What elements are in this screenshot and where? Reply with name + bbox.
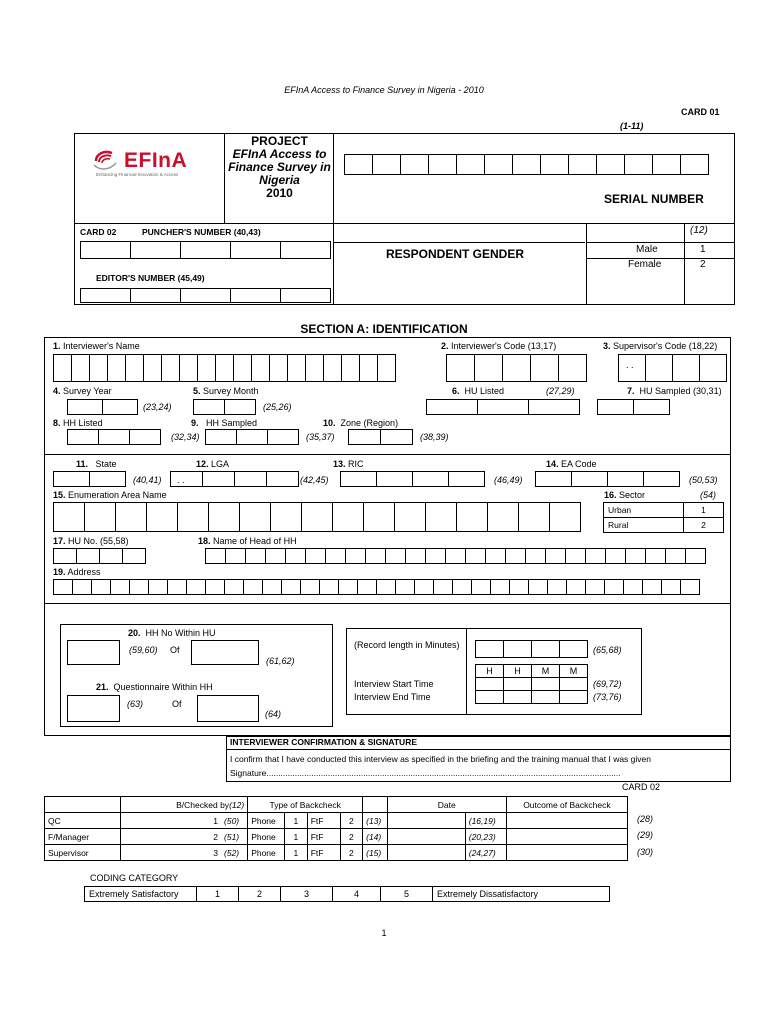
q3-label: 3. Supervisor's Code (18,22): [603, 341, 718, 351]
q21-text: Questionnaire Within HH: [113, 682, 213, 692]
row-fmanager-phone-code[interactable]: 1: [285, 829, 308, 845]
row-qc-phone: Phone: [248, 813, 285, 829]
end-time-cells[interactable]: [475, 690, 587, 704]
row-qc-phone-code[interactable]: 1: [285, 813, 308, 829]
logo-text: EFInA: [124, 149, 188, 172]
head-of-hh-cells[interactable]: [205, 548, 705, 564]
row-supervisor-phone-code[interactable]: 1: [285, 845, 308, 861]
end-time-label: Interview End Time: [354, 692, 431, 702]
q21-label: 21. Questionnaire Within HH: [96, 682, 213, 692]
q13-label: 13. RIC: [333, 459, 364, 469]
sector-urban-code[interactable]: 1: [684, 503, 724, 518]
row-fmanager-code[interactable]: 2: [207, 829, 221, 845]
q5-cols: (25,26): [263, 402, 292, 412]
logo-tagline: Enhancing Financial Innovation & Access: [96, 172, 179, 177]
row-fmanager-ftf: FtF: [307, 829, 340, 845]
q11-text: State: [95, 459, 117, 469]
backcheck-table: [44, 796, 628, 861]
project-year: 2010: [266, 186, 293, 200]
coding-category-title: CODING CATEGORY: [90, 873, 179, 883]
q3-text: Supervisor's Code (18,22): [613, 341, 718, 351]
row-fmanager-ftf-code[interactable]: 2: [340, 829, 363, 845]
coding-right-label: Extremely Dissatisfactory: [433, 887, 610, 902]
hhmm-header: [475, 664, 587, 678]
lga-cells[interactable]: [170, 471, 298, 487]
record-length-cols: (65,68): [593, 645, 622, 655]
address-cells[interactable]: [53, 579, 699, 595]
start-time-cells[interactable]: [475, 677, 587, 691]
row-supervisor-phone: Phone: [248, 845, 285, 861]
row-qc-col: (50): [221, 813, 248, 829]
table-row: [45, 829, 628, 845]
hh-sampled-cells[interactable]: [205, 429, 298, 445]
survey-year-cells[interactable]: [67, 399, 137, 415]
hhmm-h2: H: [503, 664, 532, 678]
hu-sampled-cells[interactable]: [597, 399, 669, 415]
record-length-cells[interactable]: [475, 640, 587, 658]
q19-text: Address: [67, 567, 101, 577]
card-01-label: CARD 01: [681, 107, 720, 117]
table-row: [45, 813, 628, 829]
q10-label: 10. Zone (Region): [323, 418, 399, 428]
row-fmanager-date-col: (20,23): [465, 829, 506, 845]
q9-label: 9. HH Sampled: [191, 418, 258, 428]
gender-female-label: Female: [628, 259, 662, 270]
ea-name-cells[interactable]: [53, 502, 580, 532]
q12-cols: (42,45): [300, 475, 329, 485]
row-fmanager-name: F/Manager: [45, 829, 121, 845]
state-cells[interactable]: [53, 471, 125, 487]
card-02-label: CARD 02: [80, 227, 117, 237]
gender-male-code[interactable]: 1: [700, 244, 706, 255]
row-supervisor-date-col: (24,27): [465, 845, 506, 861]
row-supervisor-col: (52): [221, 845, 248, 861]
q13-text: RIC: [348, 459, 364, 469]
q19-label: 19. Address: [53, 567, 101, 577]
q13-cols: (46,49): [494, 475, 523, 485]
hu-listed-cells[interactable]: [426, 399, 579, 415]
q10-cols: (38,39): [420, 432, 449, 442]
project-block: [228, 135, 331, 200]
q9-cols: (35,37): [306, 432, 335, 442]
table-row: [45, 845, 628, 861]
q6-label: 6. HU Listed: [452, 386, 505, 396]
q16-label: 16. Sector: [604, 490, 646, 500]
sector-urban: Urban: [604, 503, 684, 518]
q14-cols: (50,53): [689, 475, 718, 485]
sector-rural-code[interactable]: 2: [684, 518, 724, 533]
row-fmanager-col: (51): [221, 829, 248, 845]
backcheck-hdr-type: Type of Backcheck: [248, 797, 363, 813]
q21-cols-a: (63): [127, 699, 144, 709]
puncher-number-label: PUNCHER'S NUMBER (40,43): [142, 227, 261, 237]
row-qc-name: QC: [45, 813, 121, 829]
hh-listed-cells[interactable]: [67, 429, 160, 445]
serial-number-label: SERIAL NUMBER: [604, 192, 704, 206]
sector-rural: Rural: [604, 518, 684, 533]
q4-cols: (23,24): [143, 402, 172, 412]
q18-text: Name of Head of HH: [213, 536, 297, 546]
outcome-col-qc: (28): [637, 814, 654, 824]
q20-label: 20. HH No Within HU: [128, 628, 216, 638]
hhmm-m2: M: [559, 664, 588, 678]
q12-dots: . .: [177, 475, 185, 485]
q20-text: HH No Within HU: [145, 628, 216, 638]
q20-cols-b: (61,62): [266, 656, 295, 666]
card-02-backcheck: CARD 02: [622, 782, 661, 792]
end-time-cols: (73,76): [593, 692, 622, 702]
project-label: PROJECT: [251, 134, 308, 148]
interviewer-name-cells[interactable]: [53, 354, 395, 382]
row-qc-code[interactable]: 1: [207, 813, 221, 829]
q5-label: 5. Survey Month: [193, 386, 259, 396]
q14-text: EA Code: [561, 459, 597, 469]
project-name: EFInA Access to Finance Survey in Nigeria: [228, 147, 331, 187]
q3-dots: . .: [626, 360, 634, 370]
document-title: EFInA Access to Finance Survey in Nigeria - 2010: [284, 85, 484, 95]
row-supervisor-type-col: (15): [363, 845, 388, 861]
q6-cols: (27,29): [546, 386, 575, 396]
q18-label: 18. Name of Head of HH: [198, 536, 297, 546]
q20-of: Of: [170, 645, 180, 655]
backcheck-hdr-outcome: Outcome of Backcheck: [506, 797, 627, 813]
q11-cols: (40,41): [133, 475, 162, 485]
q21-input-b[interactable]: [197, 695, 259, 722]
backcheck-hdr-bchecked: B/Checked by(12): [120, 797, 247, 813]
q4-text: Survey Year: [63, 386, 112, 396]
q4-label: 4. Survey Year: [53, 386, 112, 396]
row-fmanager-phone: Phone: [248, 829, 285, 845]
q12-text: LGA: [211, 459, 230, 469]
q12-label: 12. LGA: [196, 459, 230, 469]
coding-scale-3[interactable]: 3: [281, 887, 333, 902]
q20-cols-a: (59,60): [129, 645, 158, 655]
backcheck-hdr-date: Date: [387, 797, 506, 813]
serial-number-cells[interactable]: [344, 154, 708, 175]
q9-text: HH Sampled: [206, 418, 258, 428]
q7-text: HU Sampled (30,31): [639, 386, 722, 396]
row-supervisor-name: Supervisor: [45, 845, 121, 861]
q1-label: 1. Interviewer's Name: [53, 341, 140, 351]
q11-label: 11. State: [76, 459, 117, 469]
q15-text: Enumeration Area Name: [68, 490, 167, 500]
interviewer-code-cells[interactable]: [446, 354, 586, 382]
section-a-title: SECTION A: IDENTIFICATION: [300, 322, 468, 336]
gender-cols: (12): [690, 225, 708, 236]
page-number: 1: [381, 928, 387, 938]
q20-input-b[interactable]: [191, 640, 259, 665]
row-supervisor-ftf-code[interactable]: 2: [340, 845, 363, 861]
q21-of: Of: [172, 699, 182, 709]
outcome-col-supervisor: (30): [637, 847, 654, 857]
q8-cols: (32,34): [171, 432, 200, 442]
efina-logo: [90, 144, 220, 184]
q8-text: HH Listed: [63, 418, 103, 428]
q2-text: Interviewer's Code (13,17): [451, 341, 557, 351]
q15-label: 15. Enumeration Area Name: [53, 490, 167, 500]
confirmation-text: I confirm that I have conducted this interview as specified in the briefing and the training manual that I was given: [230, 754, 651, 764]
coding-scale-table: [84, 886, 610, 902]
row-qc-ftf-code[interactable]: 2: [340, 813, 363, 829]
respondent-gender-label: RESPONDENT GENDER: [386, 247, 525, 261]
gender-male-label: Male: [636, 244, 658, 255]
q20-input-a[interactable]: [67, 640, 120, 665]
q14-label: 14. EA Code: [546, 459, 597, 469]
row-supervisor-ftf: FtF: [307, 845, 340, 861]
outcome-col-fmanager: (29): [637, 830, 654, 840]
editor-number-label: EDITOR'S NUMBER (45,49): [96, 273, 205, 283]
coding-scale-5[interactable]: 5: [381, 887, 433, 902]
q21-input-a[interactable]: [67, 695, 120, 722]
row-qc-type-col: (13): [363, 813, 388, 829]
card-01-cols: (1-11): [620, 121, 644, 131]
puncher-number-cells[interactable]: [80, 241, 330, 259]
row-fmanager-type-col: (14): [363, 829, 388, 845]
q10-text: Zone (Region): [340, 418, 399, 428]
coding-left-label: Extremely Satisfactory: [85, 887, 197, 902]
hu-number-cells[interactable]: [53, 548, 145, 564]
q7-label: 7. HU Sampled (30,31): [627, 386, 722, 396]
signature-line[interactable]: Signature......................................................................................................................................................: [230, 768, 621, 778]
coding-scale-4[interactable]: 4: [333, 887, 381, 902]
hhmm-m1: M: [531, 664, 560, 678]
q17-label: 17. HU No. (55,58): [53, 536, 129, 546]
q21-cols-b: (64): [265, 709, 282, 719]
survey-month-cells[interactable]: [193, 399, 255, 415]
row-qc-date-col: (16,19): [465, 813, 506, 829]
q6-text: HU Listed: [464, 386, 505, 396]
q1-text: Interviewer's Name: [63, 341, 140, 351]
q8-label: 8. HH Listed: [53, 418, 103, 428]
start-time-cols: (69,72): [593, 679, 622, 689]
backcheck-header: [45, 797, 628, 813]
editor-number-cells[interactable]: [80, 288, 330, 303]
ea-code-cells[interactable]: [535, 471, 679, 487]
q2-label: 2. Interviewer's Code (13,17): [441, 341, 557, 351]
record-length-label: (Record length in Minutes): [354, 640, 460, 650]
sector-table: [603, 502, 724, 533]
start-time-label: Interview Start Time: [354, 679, 434, 689]
logo-swirl-icon: [90, 147, 122, 173]
q5-text: Survey Month: [203, 386, 259, 396]
supervisor-code-cells[interactable]: [618, 354, 726, 382]
row-supervisor-code[interactable]: 3: [207, 845, 221, 861]
ric-cells[interactable]: [340, 471, 484, 487]
row-qc-ftf: FtF: [307, 813, 340, 829]
coding-scale-1[interactable]: 1: [197, 887, 239, 902]
hhmm-h1: H: [475, 664, 504, 678]
q17-text: HU No. (55,58): [68, 536, 129, 546]
q16-cols: (54): [700, 490, 717, 500]
q16-text: Sector: [619, 490, 646, 500]
zone-cells[interactable]: [348, 429, 412, 445]
coding-scale-2[interactable]: 2: [239, 887, 281, 902]
gender-female-code[interactable]: 2: [700, 259, 706, 270]
confirmation-title: INTERVIEWER CONFIRMATION & SIGNATURE: [230, 737, 417, 747]
